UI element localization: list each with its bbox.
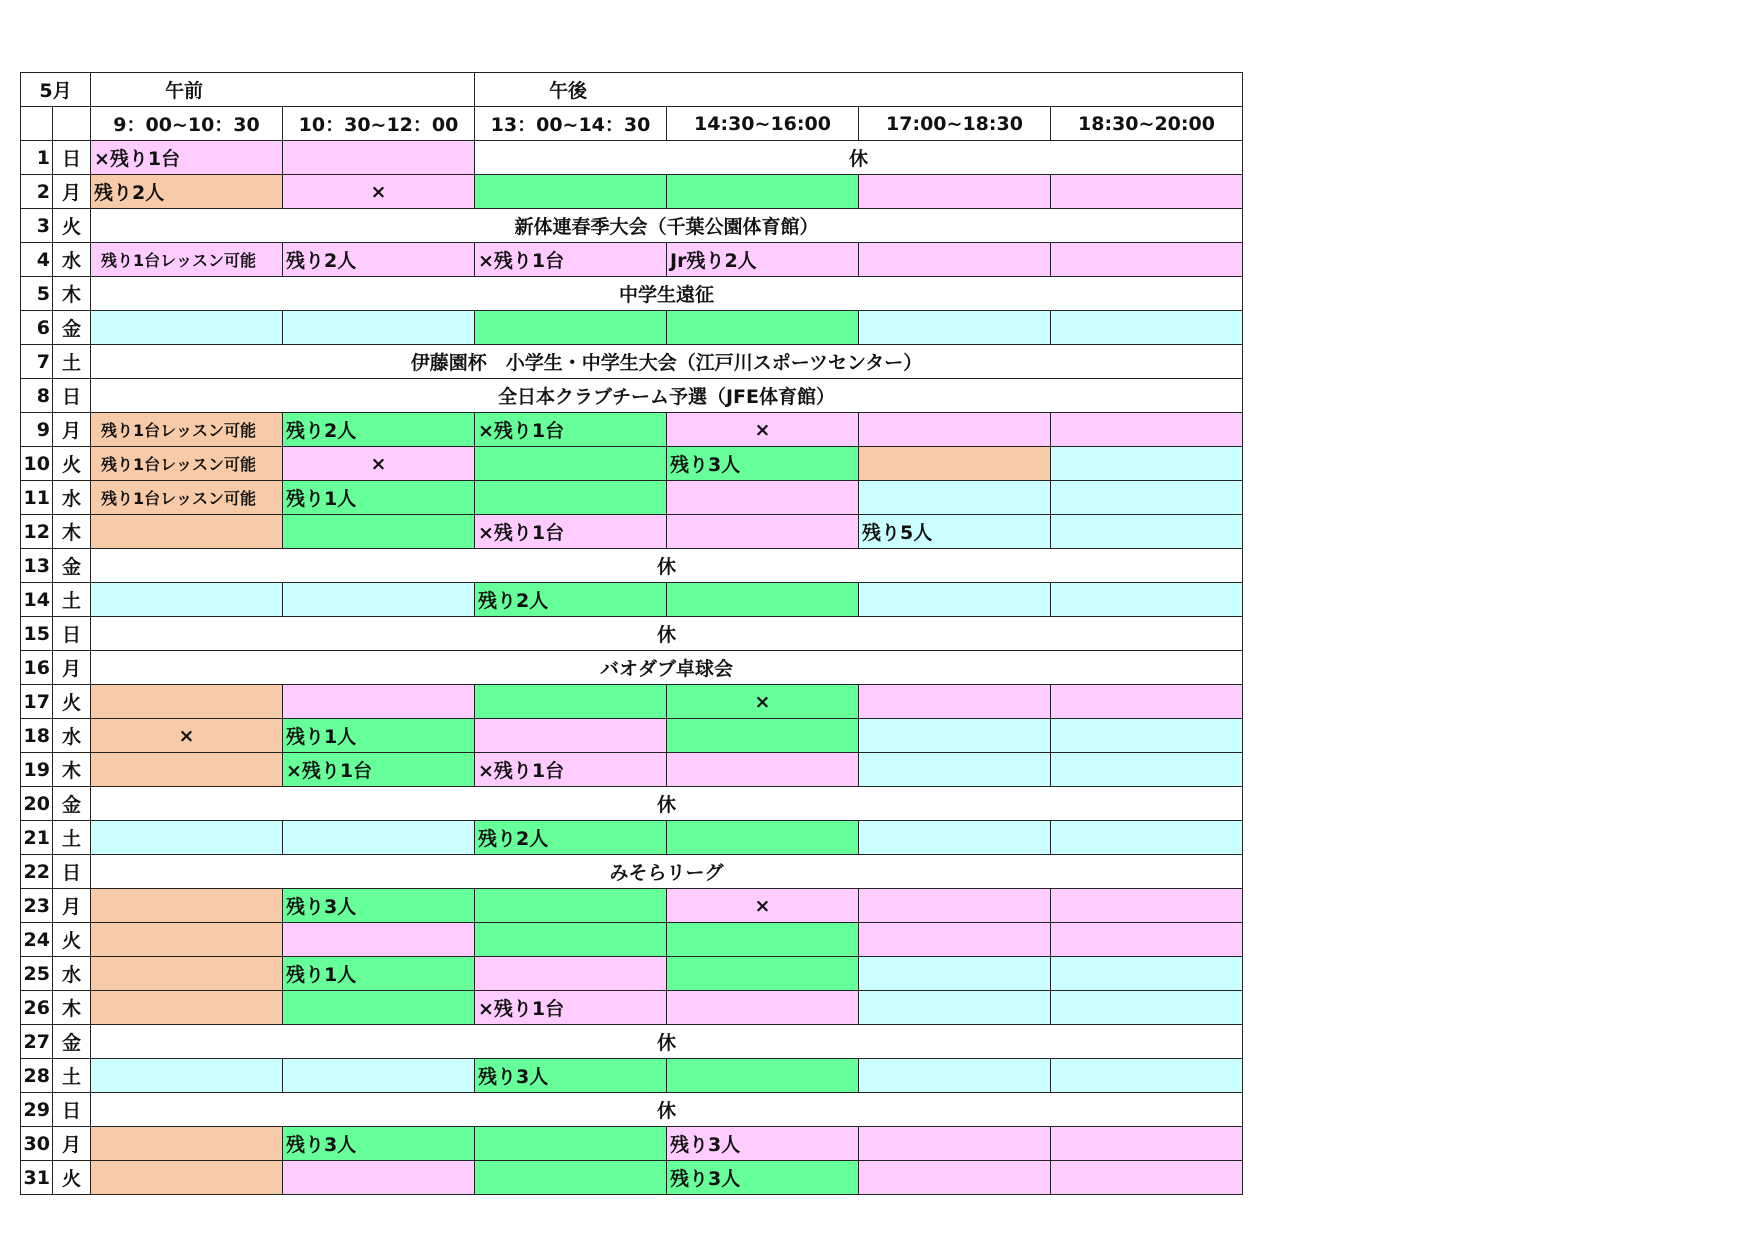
time-slot-cell: 残り3人 [667, 447, 859, 481]
time-slot-cell [91, 311, 283, 345]
time-slot-cell [1051, 719, 1243, 753]
time-slot-cell [1051, 515, 1243, 549]
time-slot-cell [1051, 957, 1243, 991]
time-slot-cell [475, 481, 667, 515]
time-slot-cell: 残り3人 [667, 1127, 859, 1161]
day-number: 23 [21, 889, 53, 923]
time-slot-cell [1051, 821, 1243, 855]
day-row [21, 1127, 1243, 1161]
day-row [21, 413, 1243, 447]
time-slot-cell: ×残り1台 [475, 413, 667, 447]
time-slot-cell [283, 311, 475, 345]
day-number: 31 [21, 1161, 53, 1195]
day-number: 11 [21, 481, 53, 515]
day-row [21, 141, 1243, 175]
time-slot-cell: 残り1台レッスン可能 [91, 447, 283, 481]
time-slot-cell [1051, 175, 1243, 209]
time-slot-cell: × [667, 889, 859, 923]
event-banner-cell: 休 [91, 787, 1243, 821]
time-slot-header: 18:30~20:00 [1051, 107, 1243, 141]
month-label: 5月 [21, 73, 91, 107]
time-slot-cell [859, 991, 1051, 1025]
time-slot-cell [1051, 583, 1243, 617]
time-slot-cell [283, 583, 475, 617]
time-slot-cell [1051, 991, 1243, 1025]
time-slot-cell: × [91, 719, 283, 753]
time-slot-cell [1051, 889, 1243, 923]
afternoon-header: 午後 [475, 73, 1243, 107]
time-slot-cell [859, 923, 1051, 957]
day-of-week: 月 [53, 889, 91, 923]
time-slot-cell [283, 141, 475, 175]
time-slot-cell [667, 991, 859, 1025]
time-slot-header: 13：00~14：30 [475, 107, 667, 141]
day-of-week: 火 [53, 209, 91, 243]
day-of-week: 日 [53, 617, 91, 651]
day-number: 9 [21, 413, 53, 447]
time-slot-cell: 残り2人 [475, 583, 667, 617]
time-slot-cell [283, 1059, 475, 1093]
time-slot-cell: 残り3人 [475, 1059, 667, 1093]
time-slot-cell [1051, 923, 1243, 957]
time-slot-cell: × [283, 447, 475, 481]
time-slot-cell [91, 957, 283, 991]
day-row [21, 923, 1243, 957]
day-number: 19 [21, 753, 53, 787]
time-slot-header: 14:30~16:00 [667, 107, 859, 141]
time-slot-cell [667, 923, 859, 957]
day-number: 2 [21, 175, 53, 209]
time-slot-cell [859, 957, 1051, 991]
time-slot-cell: 残り3人 [283, 889, 475, 923]
time-slot-cell [1051, 1161, 1243, 1195]
time-slot-cell [667, 175, 859, 209]
time-slot-cell: 残り1台レッスン可能 [91, 413, 283, 447]
time-slot-cell [667, 957, 859, 991]
day-number: 1 [21, 141, 53, 175]
time-slot-cell: × [283, 175, 475, 209]
header-row-times [21, 107, 1243, 141]
time-slot-cell [859, 1059, 1051, 1093]
time-slot-cell [475, 957, 667, 991]
time-slot-cell [475, 719, 667, 753]
day-of-week: 日 [53, 141, 91, 175]
time-slot-cell [283, 515, 475, 549]
event-banner-cell: 中学生遠征 [91, 277, 1243, 311]
day-row [21, 345, 1243, 379]
schedule-table [20, 72, 1243, 1195]
time-slot-cell [1051, 1127, 1243, 1161]
day-number: 12 [21, 515, 53, 549]
day-row [21, 651, 1243, 685]
time-slot-cell: 残り2人 [283, 413, 475, 447]
time-slot-cell [859, 719, 1051, 753]
day-of-week: 土 [53, 583, 91, 617]
time-slot-cell [91, 821, 283, 855]
time-slot-cell [859, 311, 1051, 345]
day-of-week: 金 [53, 1025, 91, 1059]
day-of-week: 火 [53, 923, 91, 957]
time-slot-cell [91, 889, 283, 923]
time-slot-cell [859, 175, 1051, 209]
time-slot-cell [859, 583, 1051, 617]
day-row [21, 617, 1243, 651]
time-slot-cell [475, 175, 667, 209]
time-slot-cell: Jr残り2人 [667, 243, 859, 277]
day-of-week: 月 [53, 651, 91, 685]
day-number: 22 [21, 855, 53, 889]
time-slot-cell: ×残り1台 [475, 515, 667, 549]
day-row [21, 175, 1243, 209]
time-slot-cell [859, 243, 1051, 277]
day-row [21, 957, 1243, 991]
day-of-week: 月 [53, 1127, 91, 1161]
time-slot-cell [91, 1127, 283, 1161]
time-slot-cell: 残り3人 [283, 1127, 475, 1161]
day-row [21, 447, 1243, 481]
time-slot-cell [283, 923, 475, 957]
day-of-week: 日 [53, 379, 91, 413]
day-row [21, 549, 1243, 583]
time-slot-cell [667, 481, 859, 515]
day-number: 5 [21, 277, 53, 311]
day-row [21, 753, 1243, 787]
time-slot-cell: ×残り1台 [475, 753, 667, 787]
event-banner-cell: 休 [91, 1025, 1243, 1059]
time-slot-cell [91, 515, 283, 549]
day-number: 17 [21, 685, 53, 719]
day-number: 24 [21, 923, 53, 957]
time-slot-header: 9：00~10：30 [91, 107, 283, 141]
time-slot-cell [667, 719, 859, 753]
time-slot-cell [1051, 753, 1243, 787]
time-slot-cell [859, 1127, 1051, 1161]
day-row [21, 311, 1243, 345]
day-row [21, 243, 1243, 277]
day-number: 26 [21, 991, 53, 1025]
day-row [21, 719, 1243, 753]
day-of-week: 火 [53, 1161, 91, 1195]
event-banner-cell: 新体連春季大会（千葉公園体育館） [91, 209, 1243, 243]
day-row [21, 481, 1243, 515]
day-of-week: 月 [53, 413, 91, 447]
day-of-week: 土 [53, 1059, 91, 1093]
time-slot-cell [475, 889, 667, 923]
time-slot-cell: 残り1人 [283, 481, 475, 515]
time-slot-cell [859, 753, 1051, 787]
blank-header-cell [53, 107, 91, 141]
time-slot-cell [667, 821, 859, 855]
day-row [21, 685, 1243, 719]
day-number: 6 [21, 311, 53, 345]
time-slot-cell [475, 1127, 667, 1161]
day-number: 8 [21, 379, 53, 413]
day-row [21, 1093, 1243, 1127]
time-slot-cell [667, 311, 859, 345]
time-slot-cell [859, 413, 1051, 447]
event-banner-cell: 休 [91, 1093, 1243, 1127]
time-slot-cell [91, 923, 283, 957]
time-slot-cell [91, 991, 283, 1025]
time-slot-cell: ×残り1台 [475, 243, 667, 277]
time-slot-cell: 残り1人 [283, 957, 475, 991]
time-slot-cell: × [667, 685, 859, 719]
day-number: 27 [21, 1025, 53, 1059]
time-slot-cell [667, 515, 859, 549]
day-number: 20 [21, 787, 53, 821]
day-row [21, 515, 1243, 549]
event-banner-cell: みそらリーグ [91, 855, 1243, 889]
time-slot-cell [859, 889, 1051, 923]
day-number: 29 [21, 1093, 53, 1127]
day-number: 4 [21, 243, 53, 277]
day-number: 28 [21, 1059, 53, 1093]
time-slot-cell: × [667, 413, 859, 447]
time-slot-cell [91, 583, 283, 617]
day-row [21, 1025, 1243, 1059]
day-of-week: 土 [53, 345, 91, 379]
day-of-week: 木 [53, 277, 91, 311]
day-number: 30 [21, 1127, 53, 1161]
day-row [21, 855, 1243, 889]
day-of-week: 水 [53, 719, 91, 753]
time-slot-cell [1051, 481, 1243, 515]
time-slot-cell [859, 447, 1051, 481]
time-slot-cell [667, 753, 859, 787]
day-row [21, 821, 1243, 855]
day-of-week: 日 [53, 855, 91, 889]
time-slot-cell [475, 1161, 667, 1195]
event-banner-cell: 休 [475, 141, 1243, 175]
time-slot-cell [475, 311, 667, 345]
time-slot-cell: 残り1台レッスン可能 [91, 481, 283, 515]
day-of-week: 日 [53, 1093, 91, 1127]
time-slot-cell [1051, 447, 1243, 481]
day-number: 10 [21, 447, 53, 481]
day-row [21, 1161, 1243, 1195]
day-number: 3 [21, 209, 53, 243]
day-row [21, 209, 1243, 243]
day-of-week: 月 [53, 175, 91, 209]
time-slot-cell [283, 685, 475, 719]
day-number: 13 [21, 549, 53, 583]
day-of-week: 木 [53, 991, 91, 1025]
day-of-week: 水 [53, 243, 91, 277]
day-of-week: 金 [53, 787, 91, 821]
event-banner-cell: 全日本クラブチーム予選（JFE体育館） [91, 379, 1243, 413]
day-of-week: 木 [53, 753, 91, 787]
event-banner-cell: 伊藤園杯 小学生・中学生大会（江戸川スポーツセンター） [91, 345, 1243, 379]
time-slot-cell [859, 1161, 1051, 1195]
day-number: 25 [21, 957, 53, 991]
day-number: 18 [21, 719, 53, 753]
time-slot-cell [1051, 243, 1243, 277]
day-number: 7 [21, 345, 53, 379]
day-row [21, 379, 1243, 413]
day-of-week: 金 [53, 549, 91, 583]
header-row-sections [21, 73, 1243, 107]
day-row [21, 1059, 1243, 1093]
day-of-week: 金 [53, 311, 91, 345]
day-row [21, 991, 1243, 1025]
day-number: 14 [21, 583, 53, 617]
day-of-week: 木 [53, 515, 91, 549]
time-slot-cell [91, 685, 283, 719]
time-slot-cell [1051, 685, 1243, 719]
time-slot-cell [475, 923, 667, 957]
time-slot-cell [859, 481, 1051, 515]
day-row [21, 889, 1243, 923]
time-slot-cell [667, 1059, 859, 1093]
time-slot-cell [1051, 311, 1243, 345]
time-slot-cell: 残り5人 [859, 515, 1051, 549]
time-slot-header: 10：30~12：00 [283, 107, 475, 141]
day-of-week: 火 [53, 447, 91, 481]
time-slot-cell [1051, 1059, 1243, 1093]
event-banner-cell: 休 [91, 617, 1243, 651]
time-slot-cell: 残り1台レッスン可能 [91, 243, 283, 277]
time-slot-cell [283, 821, 475, 855]
time-slot-cell [283, 1161, 475, 1195]
day-number: 16 [21, 651, 53, 685]
time-slot-cell [475, 447, 667, 481]
event-banner-cell: 休 [91, 549, 1243, 583]
blank-header-cell [21, 107, 53, 141]
time-slot-cell [667, 583, 859, 617]
time-slot-cell: 残り2人 [283, 243, 475, 277]
day-of-week: 水 [53, 957, 91, 991]
time-slot-cell: ×残り1台 [91, 141, 283, 175]
time-slot-cell: ×残り1台 [475, 991, 667, 1025]
time-slot-cell [91, 1059, 283, 1093]
day-row [21, 787, 1243, 821]
time-slot-cell: 残り2人 [475, 821, 667, 855]
time-slot-cell [475, 685, 667, 719]
time-slot-cell: ×残り1台 [283, 753, 475, 787]
time-slot-cell [91, 753, 283, 787]
day-number: 21 [21, 821, 53, 855]
day-number: 15 [21, 617, 53, 651]
time-slot-cell [859, 821, 1051, 855]
event-banner-cell: バオダブ卓球会 [91, 651, 1243, 685]
time-slot-cell [283, 991, 475, 1025]
day-of-week: 土 [53, 821, 91, 855]
time-slot-header: 17:00~18:30 [859, 107, 1051, 141]
day-row [21, 277, 1243, 311]
time-slot-cell [91, 1161, 283, 1195]
schedule-body [21, 73, 1243, 1195]
morning-header: 午前 [91, 73, 475, 107]
day-row [21, 583, 1243, 617]
time-slot-cell [859, 685, 1051, 719]
day-of-week: 火 [53, 685, 91, 719]
time-slot-cell: 残り3人 [667, 1161, 859, 1195]
time-slot-cell: 残り1人 [283, 719, 475, 753]
time-slot-cell [1051, 413, 1243, 447]
day-of-week: 水 [53, 481, 91, 515]
time-slot-cell: 残り2人 [91, 175, 283, 209]
